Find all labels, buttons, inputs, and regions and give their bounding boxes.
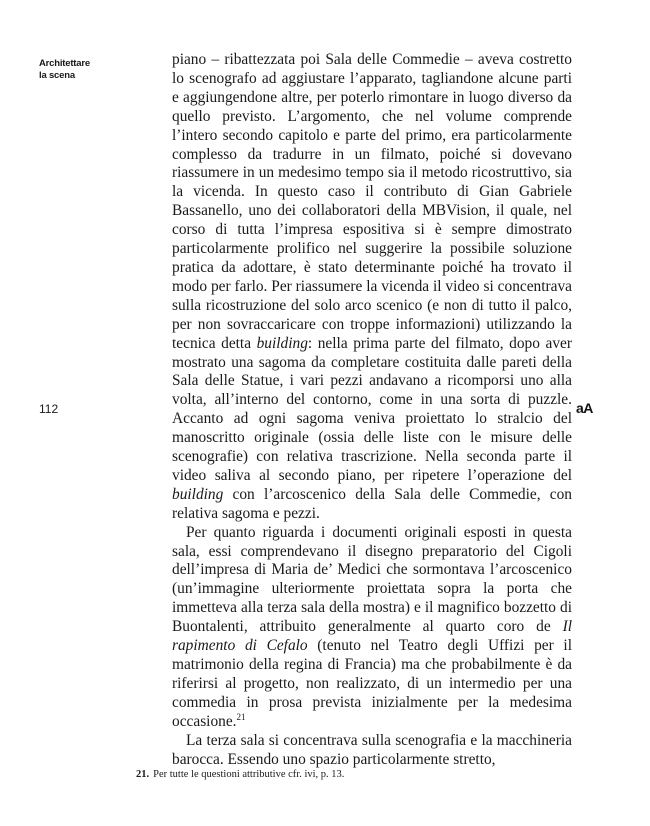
text-segment: Per quanto riguarda i documenti originali esposti in questa sala, essi comprendevano il disegno preparatorio del Cigoli dell’impresa di Maria de’ Medici che sormontava l’arcoscenico (un’immagine ulteriormente proiettata sopra la porta che immetteva alla terza sala della mostra) e il magnifico bozzetto di Buontalenti, attribuito generalmente al quarto coro de [172, 523, 572, 636]
running-head-line-1: Architettare [39, 58, 90, 69]
footnote-reference: 21 [236, 711, 246, 722]
text-segment: (tenuto nel Teatro degli Uffizi per il matrimonio della regina di Francia) ma che probabilmente è da riferirsi al progetto, non realizzato, di un intermedio per una commedia in prosa prevista inizialmente per la medesima occasione. [172, 637, 572, 730]
text-segment: : nella prima parte del filmato, dopo aver mostrato una sagoma da completare costituita dalle pareti della Sala delle Statue, i vari pezzi andavano a ricomporsi uno alla volta, all’interno del contorno, come in una sorta di puzzle. Accanto ad ogni sagoma veniva proiettato lo stralcio del manoscritto originale (ossia delle liste con le misure delle scenografie) con relativa trascrizione. Nella seconda parte il video saliva al secondo piano, per ripetere l’operazione del [172, 334, 572, 484]
italic-term: building [256, 334, 308, 352]
page-number: 112 [39, 402, 59, 416]
text-segment: La terza sala si concentrava sulla scenografia e la macchineria barocca. Essendo uno spazio particolarmente stretto, [172, 731, 572, 768]
publisher-logo: aA [576, 400, 593, 416]
footnote [136, 769, 576, 780]
body-text [172, 51, 572, 769]
paragraph-1 [172, 51, 572, 524]
running-head [39, 58, 149, 82]
paragraph-2 [172, 524, 572, 732]
italic-term: building [172, 485, 224, 503]
italic-title: Il rapimento di Cefalo [172, 618, 572, 655]
running-head-line-2: la scena [39, 70, 75, 81]
text-segment: con l’arcoscenico della Sala delle Commedie, con relativa sagoma e pezzi. [172, 485, 572, 522]
text-segment: piano – ribattezzata poi Sala delle Commedie – aveva costretto lo scenografo ad aggiustare l’apparato, tagliandone alcune parti e aggiungendone altre, per poterlo rimontare in luogo diverso da quello previsto. L’argomento, che nel volume comprende l’intero secondo capitolo e parte del primo, era particolarmente complesso da tradurre in un filmato, poiché si dovevano riassumere in un medesimo tempo sia il metodo ricostruttivo, sia la vicenda. In questo caso il contributo di Gian Gabriele Bassanello, uno dei collaboratori della MBVision, il quale, nel corso di tutta l’impresa espositiva si è sempre dimostrato particolarmente prolifico nel suggerire la possibile soluzione pratica da adottare, è stato determinante poiché ha trovato il modo per farlo. Per riassumere la vicenda il video si concentrava sulla ricostruzione del solo arco scenico (e non di tutto il palco, per non sovraccaricare con troppe informazioni) utilizzando la tecnica detta [172, 51, 572, 352]
paragraph-3 [172, 732, 572, 770]
footnote-number: 21. [136, 769, 150, 780]
footnote-text: Per tutte le questioni attributive cfr. ivi, p. 13. [153, 769, 345, 780]
